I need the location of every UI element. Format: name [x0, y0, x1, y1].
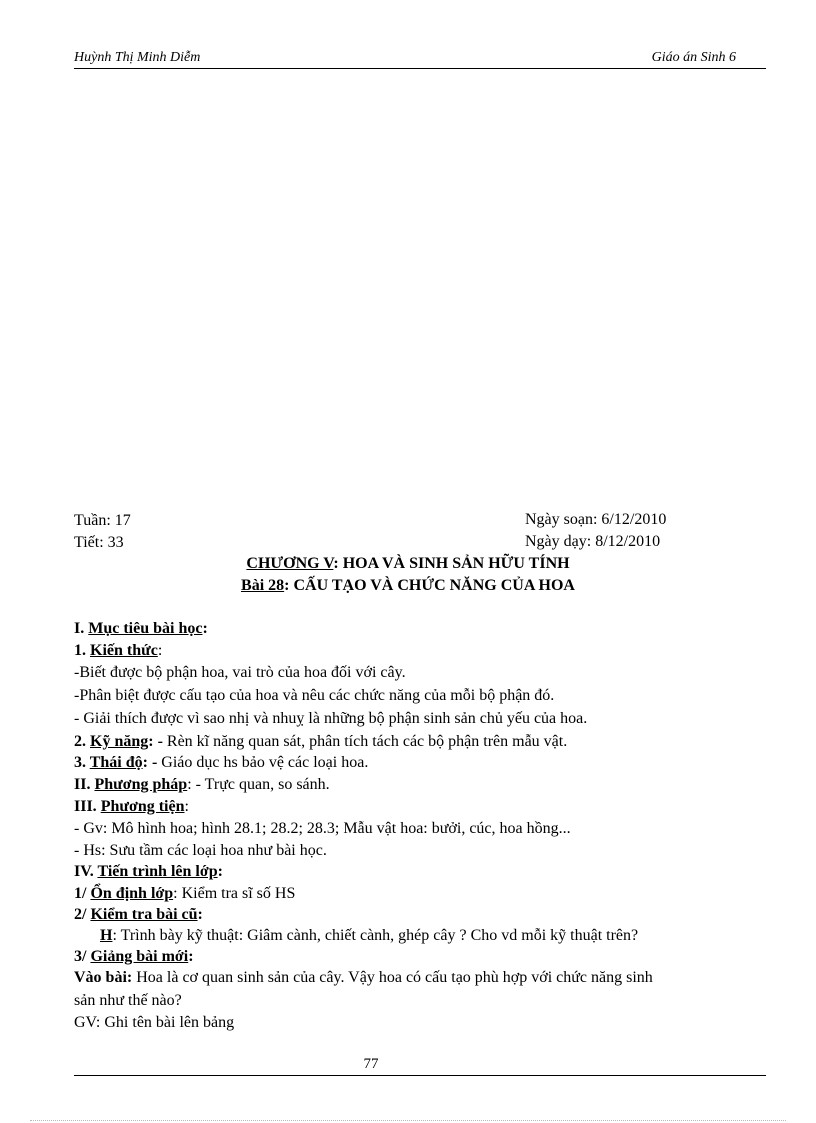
section-label: Mục tiêu bài học	[88, 620, 203, 637]
materials-teacher: - Gv: Mô hình hoa; hình 28.1; 28.2; 28.3; Mẫu vật hoa: bưởi, cúc, hoa hồng...	[74, 820, 571, 837]
methods-text: : - Trực quan, so sánh.	[187, 776, 330, 793]
materials-student: - Hs: Sưu tầm các loại hoa như bài học.	[74, 842, 327, 859]
teach-date: Ngày dạy: 8/12/2010	[525, 533, 661, 550]
intro-label: Vào bài:	[74, 969, 133, 986]
teacher-note: GV: Ghi tên bài lên bảng	[74, 1014, 235, 1031]
intro-line	[74, 968, 653, 988]
prep-date: Ngày soạn: 6/12/2010	[525, 511, 667, 528]
knowledge-item-3: - Giải thích được vì sao nhị và nhuỵ là những bộ phận sinh sản chủ yếu của hoa.	[74, 710, 588, 727]
section-methods	[74, 775, 330, 795]
step-label: Ổn định lớp	[90, 885, 174, 902]
section-label: Phương pháp	[94, 776, 188, 793]
page-edge-divider	[30, 1120, 786, 1121]
heading-tail: : -	[142, 754, 162, 771]
skills-line	[74, 732, 567, 752]
section-materials	[74, 797, 189, 817]
section-procedure	[74, 862, 223, 882]
step-num: 2/	[74, 906, 91, 923]
step-1	[74, 884, 295, 904]
period: Tiết: 33	[74, 534, 124, 551]
chapter-name: : HOA VÀ SINH SẢN HỮU TÍNH	[333, 555, 570, 572]
skills-text: Rèn kĩ năng quan sát, phân tích tách các bộ phận trên mẫu vật.	[166, 733, 568, 750]
section-label: Phương tiện	[100, 798, 185, 815]
review-question	[100, 926, 638, 946]
chapter-title	[0, 554, 816, 574]
section-tail: :	[202, 620, 208, 637]
step-label: Kiểm tra bài cũ	[90, 906, 198, 923]
section-tail: :	[217, 863, 223, 880]
section-num: II.	[74, 776, 95, 793]
step-3	[74, 947, 194, 967]
heading-label: Kiến thức	[90, 642, 158, 659]
header-subject: Giáo án Sinh 6	[651, 50, 736, 65]
question-text: : Trình bày kỹ thuật: Giâm cành, chiết cành, ghép cây ? Cho vd mỗi kỹ thuật trên?	[112, 927, 639, 944]
step-label: Giảng bài mới	[90, 948, 189, 965]
intro-text: Hoa là cơ quan sinh sản của cây. Vậy hoa có cấu tạo phù hợp với chức năng sinh	[132, 969, 653, 986]
step-text: : Kiểm tra sĩ số HS	[173, 885, 296, 902]
knowledge-item-1: -Biết được bộ phận hoa, vai trò của hoa đối với cây.	[74, 664, 406, 681]
knowledge-item-2: -Phân biệt được cấu tạo của hoa và nêu các chức năng của mỗi bộ phận đó.	[74, 687, 555, 704]
intro-line-2: sản như thế nào?	[74, 992, 182, 1009]
step-tail: :	[197, 906, 203, 923]
lesson-name: : CẤU TẠO VÀ CHỨC NĂNG CỦA HOA	[284, 577, 575, 594]
question-label: H	[100, 927, 113, 944]
footer-rule	[74, 1075, 766, 1076]
header-author: Huỳnh Thị Minh Diễm	[74, 50, 201, 65]
section-num: IV.	[74, 863, 98, 880]
week: Tuần: 17	[74, 512, 131, 529]
step-2	[74, 905, 203, 925]
page-header	[74, 50, 766, 69]
heading-num: 2.	[74, 733, 90, 750]
lesson-label: Bài 28	[241, 577, 285, 594]
heading-num: 1.	[74, 642, 90, 659]
section-num: III.	[74, 798, 101, 815]
heading-num: 3.	[74, 754, 90, 771]
step-num: 3/	[74, 948, 91, 965]
step-tail: :	[188, 948, 194, 965]
lesson-title	[0, 576, 816, 596]
section-objectives	[74, 619, 208, 639]
chapter-label: CHƯƠNG V	[246, 555, 334, 572]
heading-tail: :	[157, 642, 163, 659]
heading-label: Kỹ năng	[90, 733, 149, 750]
attitude-line	[74, 753, 368, 773]
step-num: 1/	[74, 885, 91, 902]
section-tail: :	[184, 798, 189, 815]
attitude-text: Giáo dục hs bảo vệ các loại hoa.	[161, 754, 369, 771]
page-number: 77	[363, 1056, 379, 1072]
heading-tail: : -	[148, 733, 167, 750]
section-label: Tiến trình lên lớp	[97, 863, 218, 880]
section-num: I.	[74, 620, 89, 637]
heading-label: Thái độ	[89, 754, 143, 771]
knowledge-heading	[74, 641, 162, 661]
